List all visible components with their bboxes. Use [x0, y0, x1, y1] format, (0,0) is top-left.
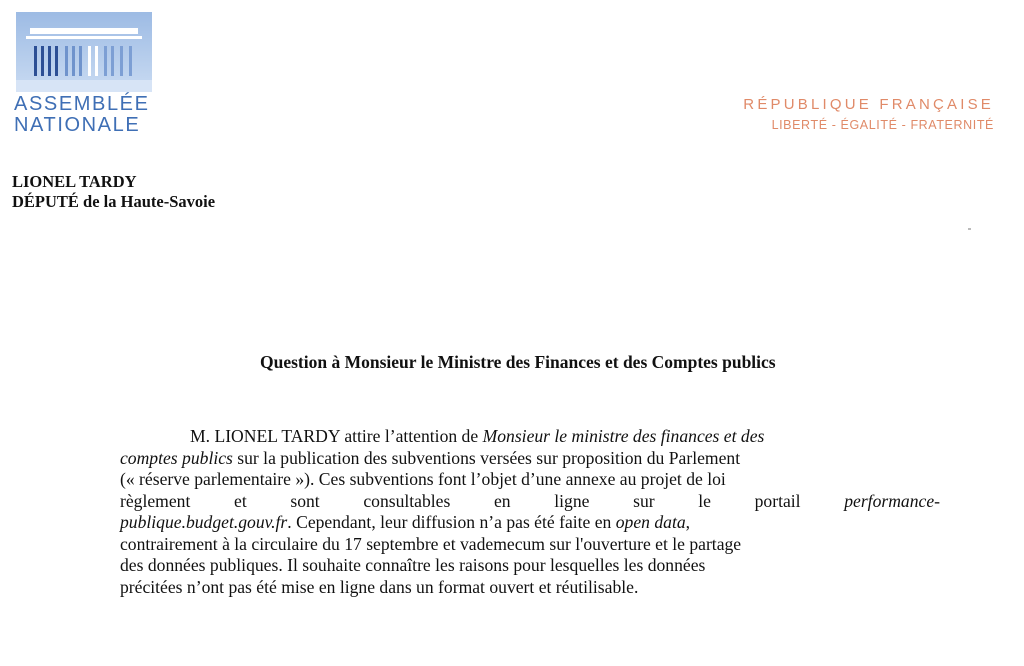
body-text-segment: précitées n’ont pas été mise en ligne dans un format ouvert et réutilisable.: [120, 576, 639, 597]
body-text-segment: des données publiques. Il souhaite connaître les raisons pour lesquelles les données: [120, 555, 706, 575]
question-title: Question à Monsieur le Ministre des Finances et des Comptes publics: [260, 352, 776, 372]
body-text-segment: contrairement à la circulaire du 17 septembre et vademecum sur l'ouverture et le partage: [120, 533, 742, 554]
body-line-6: [120, 534, 940, 556]
body-line-4: [120, 491, 940, 513]
republic-name: RÉPUBLIQUE FRANÇAISE: [743, 96, 994, 113]
body-line-3: [120, 469, 940, 491]
body-italic-segment: comptes publics: [120, 447, 233, 468]
body-line-5: [120, 512, 940, 534]
body-italic-segment: Monsieur le ministre des finances et des: [482, 426, 765, 446]
author-role: DÉPUTÉ de la Haute-Savoie: [12, 192, 216, 211]
body-text-segment: ,: [685, 512, 691, 532]
scan-speck: [968, 228, 971, 230]
author-name: LIONEL TARDY: [12, 172, 137, 191]
question-body: [120, 426, 940, 598]
body-line-2: [120, 448, 940, 470]
body-text-segment: (« réserve parlementaire »). Ces subventions font l’objet d’une annexe au projet de loi: [120, 469, 726, 489]
logo-line-2: NATIONALE: [14, 114, 141, 136]
assemblee-emblem-icon: [16, 12, 152, 92]
author-block: [12, 172, 215, 212]
republic-motto-text: LIBERTÉ - ÉGALITÉ - FRATERNITÉ: [771, 118, 994, 132]
logo-line-1: ASSEMBLÉE: [14, 93, 150, 115]
republic-motto: [743, 95, 994, 135]
body-italic-segment: open data: [615, 512, 686, 532]
body-text-segment: sur la publication des subventions versées sur proposition du Parlement: [232, 447, 741, 468]
body-italic-segment: performance-: [844, 490, 940, 511]
body-line-8: [120, 577, 940, 599]
logo-wordmark: [14, 94, 150, 136]
body-italic-segment: publique.budget.gouv.fr: [120, 512, 288, 532]
body-line-7: [120, 555, 940, 577]
body-text-segment: règlement et sont consultables en ligne sur le portail: [120, 490, 845, 511]
body-text-segment: . Cependant, leur diffusion n’a pas été faite en: [287, 512, 616, 532]
body-text-segment: M. LIONEL TARDY attire l’attention de: [190, 426, 483, 446]
body-line-1: [120, 426, 940, 448]
